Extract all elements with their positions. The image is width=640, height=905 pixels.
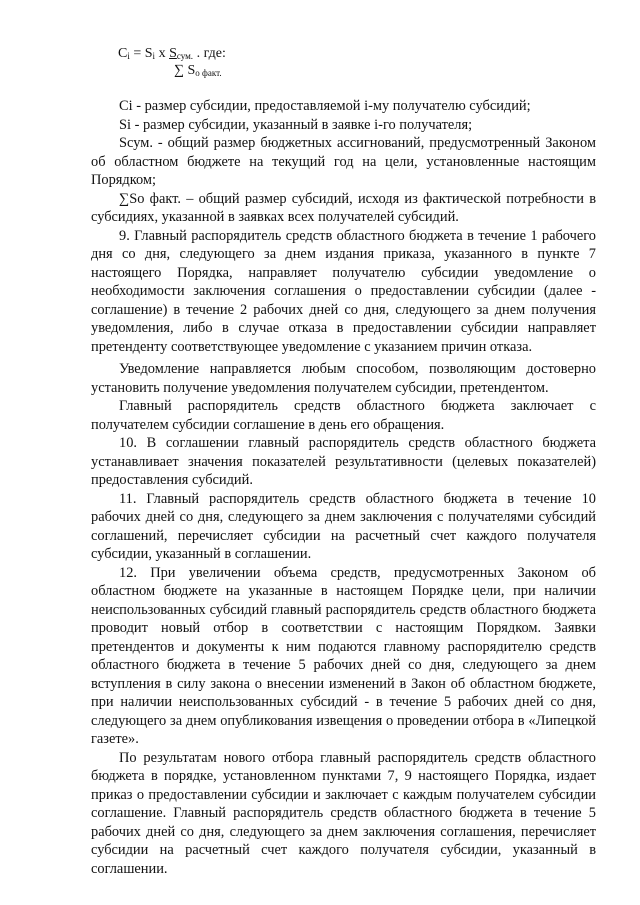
paragraph: Sсум. - общий размер бюджетных ассигнований, предусмотренный Законом об областном бюджете на текущий год на цели, установленные настоящим Порядком;: [91, 135, 596, 188]
formula-times: x: [155, 46, 170, 61]
paragraph: Уведомление направляется любым способом, позволяющим достоверно установить получение уведомления получателем субсидии, претендентом.: [91, 361, 596, 396]
paragraph: 10. В соглашении главный распорядитель средств областного бюджета устанавливает значения показателей результативности (целевых показателей) предоставления субсидий.: [91, 435, 596, 488]
formula-numerator-line: [118, 46, 226, 64]
formula-s-sum-sub: сум.: [176, 51, 194, 61]
paragraph: 11. Главный распорядитель средств областного бюджета в течение 10 рабочих дней со дня, следующего за днем заключения с получателями субсидий соглашений, перечисляет субсидии на расчетный счет каждого получателя субсидии, указанный в соглашении.: [91, 490, 596, 562]
formula-sub-fact: о факт.: [195, 68, 222, 78]
paragraph: ∑So факт. – общий размер субсидий, исходя из фактической потребности в субсидиях, указанной в заявках всех получателей субсидий.: [91, 190, 596, 225]
paragraph: 12. При увеличении объема средств, предусмотренных Законом об областном бюджете на указанные в настоящем Порядке цели, при наличии неиспользованных субсидий главный распорядитель средств областного бюджета проводит новый отбор в соответствии с настоящим Порядком. Заявки претендентов и документы к ним подаются главному распорядителю средств областного бюджета в течение 5 рабочих дней со дня, следующего за днем вступления в силу закона о внесении изменений в Закон об областном бюджете, при наличии неиспользованных субсидий - в течение 5 рабочих дней со дня, следующего за днем опубликования извещения о проведении отбора в «Липецкой газете».: [91, 564, 596, 747]
paragraph: 9. Главный распорядитель средств областного бюджета в течение 1 рабочего дня со дня, следующего за днем издания приказа, указанного в пункте 7 настоящего Порядка, направляет получателю субсидии уведомление о необходимости заключения соглашения о предоставлении субсидии (далее - соглашение) в течение 2 рабочих дней со дня, следующего за днем получения уведомления, либо в случае отказа в предоставлении субсидии направляет претенденту соответствующее уведомление с указанием причин отказа.: [91, 227, 596, 355]
formula-sigma: ∑ S: [174, 63, 196, 78]
subsidy-formula: [118, 46, 226, 78]
paragraph: Главный распорядитель средств областного бюджета заключает с получателем субсидии соглашение в день его обращения.: [91, 398, 596, 433]
paragraph: Si - размер субсидии, указанный в заявке i-го получателя;: [119, 116, 473, 133]
paragraph: По результатам нового отбора главный распорядитель средств областного бюджета в порядке, установленном пунктами 7, 9 настоящего Порядка, издает приказ о предоставлении субсидии и заключает с каждым получателем субсидии соглашение. Главный распорядитель средств областного бюджета в течение 5 рабочих дней со дня, следующего за днем заключения соглашения, перечисляет субсидии на расчетный счет каждого получателя субсидии, указанный в соглашении.: [91, 749, 596, 877]
paragraph: Ci - размер субсидии, предоставляемой i-му получателю субсидий;: [119, 98, 531, 114]
formula-sub-i2: i: [152, 51, 156, 61]
formula-s-sum-letter: S: [169, 46, 177, 61]
formula-s-sum: [169, 46, 193, 61]
formula-equals-s: = S: [129, 46, 153, 61]
formula-where: . где:: [193, 46, 226, 61]
formula-sub-i: i: [127, 51, 130, 61]
formula-denominator: [174, 63, 222, 81]
formula-c: C: [118, 46, 128, 61]
document-body: [91, 97, 596, 878]
